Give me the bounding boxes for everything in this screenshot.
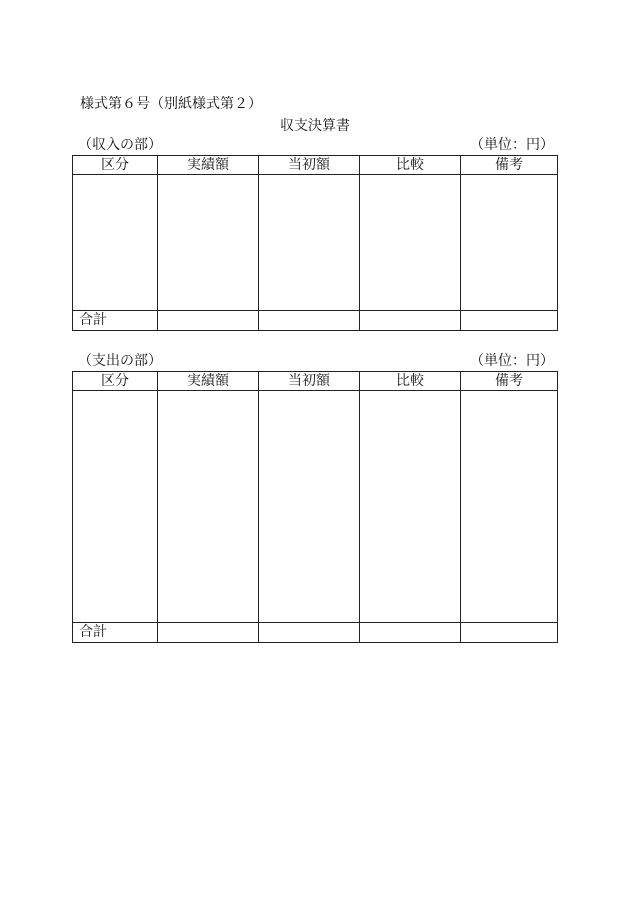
income-col-budget: 当初額 (259, 156, 360, 175)
expense-header-row (73, 372, 558, 391)
income-unit-label: （単位：円） (470, 137, 554, 153)
expense-unit-label: （単位：円） (470, 353, 554, 369)
income-total-label: 合計 (73, 311, 158, 331)
expense-total-remarks-cell[interactable] (461, 623, 558, 643)
page-title: 収支決算書 (280, 118, 350, 134)
expense-table (72, 371, 558, 643)
income-col-remarks: 備考 (461, 156, 558, 175)
expense-section (72, 352, 558, 643)
expense-category-cell[interactable] (73, 391, 158, 623)
income-total-remarks-cell[interactable] (461, 311, 558, 331)
income-table (72, 155, 558, 331)
income-col-difference: 比較 (360, 156, 461, 175)
income-section (72, 136, 558, 331)
expense-col-remarks: 備考 (461, 372, 558, 391)
form-number: 様式第６号（別紙様式第２） (80, 96, 262, 112)
income-section-header (72, 136, 558, 155)
expense-col-actual: 実績額 (158, 372, 259, 391)
income-category-cell[interactable] (73, 175, 158, 311)
expense-budget-cell[interactable] (259, 391, 360, 623)
expense-total-difference-cell[interactable] (360, 623, 461, 643)
income-difference-cell[interactable] (360, 175, 461, 311)
expense-total-budget-cell[interactable] (259, 623, 360, 643)
income-total-actual-cell[interactable] (158, 311, 259, 331)
expense-col-budget: 当初額 (259, 372, 360, 391)
income-remarks-cell[interactable] (461, 175, 558, 311)
expense-total-row (73, 623, 558, 643)
expense-col-category: 区分 (73, 372, 158, 391)
income-total-difference-cell[interactable] (360, 311, 461, 331)
expense-section-header (72, 352, 558, 371)
expense-total-label: 合計 (73, 623, 158, 643)
income-total-budget-cell[interactable] (259, 311, 360, 331)
expense-body-row (73, 391, 558, 623)
income-budget-cell[interactable] (259, 175, 360, 311)
income-section-title: （収入の部） (78, 137, 162, 153)
expense-col-difference: 比較 (360, 372, 461, 391)
income-col-category: 区分 (73, 156, 158, 175)
expense-remarks-cell[interactable] (461, 391, 558, 623)
expense-total-actual-cell[interactable] (158, 623, 259, 643)
expense-actual-cell[interactable] (158, 391, 259, 623)
income-col-actual: 実績額 (158, 156, 259, 175)
expense-difference-cell[interactable] (360, 391, 461, 623)
income-body-row (73, 175, 558, 311)
income-actual-cell[interactable] (158, 175, 259, 311)
income-header-row (73, 156, 558, 175)
expense-section-title: （支出の部） (78, 353, 162, 369)
income-total-row (73, 311, 558, 331)
